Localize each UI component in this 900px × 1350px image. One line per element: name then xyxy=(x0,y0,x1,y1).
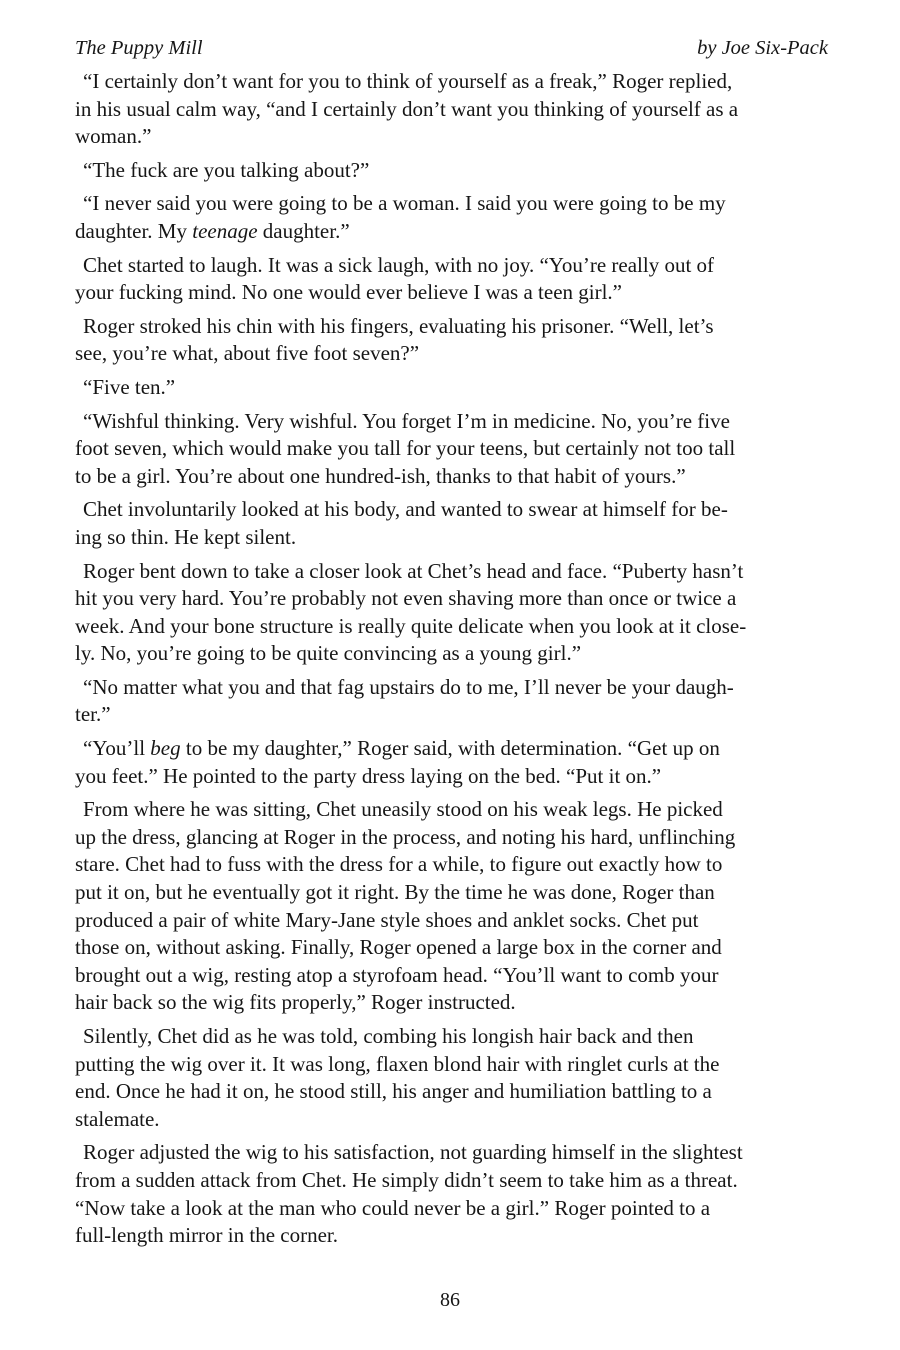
text-line: ly. No, you’re going to be quite convincing as a young girl.” xyxy=(75,641,582,666)
paragraph xyxy=(75,408,845,491)
text-line: those on, without asking. Finally, Roger opened a large box in the corner and xyxy=(75,935,722,960)
text-line: From where he was sitting, Chet uneasily stood on his weak legs. He picked xyxy=(83,797,723,822)
paragraph xyxy=(75,313,845,368)
text-line: stalemate. xyxy=(75,1106,160,1131)
text-line: “Five ten.” xyxy=(83,374,176,399)
text-line: up the dress, glancing at Roger in the process, and noting his hard, unflinching xyxy=(75,824,736,849)
text-line: Roger adjusted the wig to his satisfaction, not guarding himself in the slightest xyxy=(83,1140,743,1165)
text-line: in his usual calm way, “and I certainly don’t want you thinking of yourself as a xyxy=(75,96,739,121)
text-line: putting the wig over it. It was long, flaxen blond hair with ringlet curls at the xyxy=(75,1051,720,1076)
text-line: ter.” xyxy=(75,702,111,727)
text-line: “You’ll beg to be my daughter,” Roger said, with determination. “Get up on xyxy=(83,736,720,761)
text-line: full-length mirror in the corner. xyxy=(75,1223,339,1248)
text-line: produced a pair of white Mary-Jane style shoes and anklet socks. Chet put xyxy=(75,907,699,932)
paragraph xyxy=(75,558,845,668)
paragraph xyxy=(75,796,845,1017)
text-line: “I certainly don’t want for you to think of yourself as a freak,” Roger replied, xyxy=(83,69,733,93)
page-number: 86 xyxy=(440,1289,460,1311)
text-line: “Wishful thinking. Very wishful. You forget I’m in medicine. No, you’re five xyxy=(83,408,730,433)
page-footer xyxy=(0,1288,900,1312)
paragraph xyxy=(75,496,845,551)
paragraph xyxy=(75,1023,845,1133)
text-line: daughter. My teenage daughter.” xyxy=(75,218,350,243)
paragraph xyxy=(75,735,845,790)
text-line: from a sudden attack from Chet. He simply didn’t seem to take him as a threat. xyxy=(75,1167,738,1192)
text-line: stare. Chet had to fuss with the dress for a while, to figure out exactly how to xyxy=(75,852,723,877)
book-title: The Puppy Mill xyxy=(75,37,203,59)
text-line: Chet started to laugh. It was a sick laugh, with no joy. “You’re really out of xyxy=(83,252,715,277)
text-line: brought out a wig, resting atop a styrofoam head. “You’ll want to comb your xyxy=(75,962,719,987)
paragraph xyxy=(75,190,845,245)
text-line: Roger stroked his chin with his fingers, evaluating his prisoner. “Well, let’s xyxy=(83,313,714,338)
paragraph xyxy=(75,1139,845,1249)
text-line: hair back so the wig fits properly,” Roger instructed. xyxy=(75,990,516,1015)
text-line: Chet involuntarily looked at his body, and wanted to swear at himself for be- xyxy=(83,497,728,522)
text-line: to be a girl. You’re about one hundred-ish, thanks to that habit of yours.” xyxy=(75,463,686,488)
text-line: ing so thin. He kept silent. xyxy=(75,524,297,549)
text-line: you feet.” He pointed to the party dress laying on the bed. “Put it on.” xyxy=(75,763,662,788)
paragraph xyxy=(75,252,845,307)
paragraph xyxy=(75,68,845,151)
book-author: by Joe Six-Pack xyxy=(697,37,828,59)
text-line: “Now take a look at the man who could never be a girl.” Roger pointed to a xyxy=(75,1195,711,1220)
text-line: hit you very hard. You’re probably not even shaving more than once or twice a xyxy=(75,586,737,611)
text-line: Silently, Chet did as he was told, combing his longish hair back and then xyxy=(83,1024,694,1048)
text-line: foot seven, which would make you tall for your teens, but certainly not too tall xyxy=(75,436,736,461)
text-line: week. And your bone structure is really quite delicate when you look at it close- xyxy=(75,613,747,638)
paragraph xyxy=(75,374,845,402)
text-line: put it on, but he eventually got it right. By the time he was done, Roger than xyxy=(75,880,715,905)
page-body xyxy=(75,68,845,1256)
paragraph xyxy=(75,674,845,729)
text-line: end. Once he had it on, he stood still, his anger and humiliation battling to a xyxy=(75,1079,712,1104)
text-line: your fucking mind. No one would ever believe I was a teen girl.” xyxy=(75,280,622,305)
text-line: woman.” xyxy=(75,124,152,149)
paragraph xyxy=(75,157,845,185)
running-head xyxy=(75,36,828,60)
text-line: “I never said you were going to be a woman. I said you were going to be my xyxy=(83,191,726,216)
text-line: Roger bent down to take a closer look at Chet’s head and face. “Puberty hasn’t xyxy=(83,558,744,583)
text-line: see, you’re what, about five foot seven?” xyxy=(75,341,420,366)
text-line: “No matter what you and that fag upstairs do to me, I’ll never be your daugh- xyxy=(83,674,734,699)
text-line: “The fuck are you talking about?” xyxy=(83,157,370,182)
